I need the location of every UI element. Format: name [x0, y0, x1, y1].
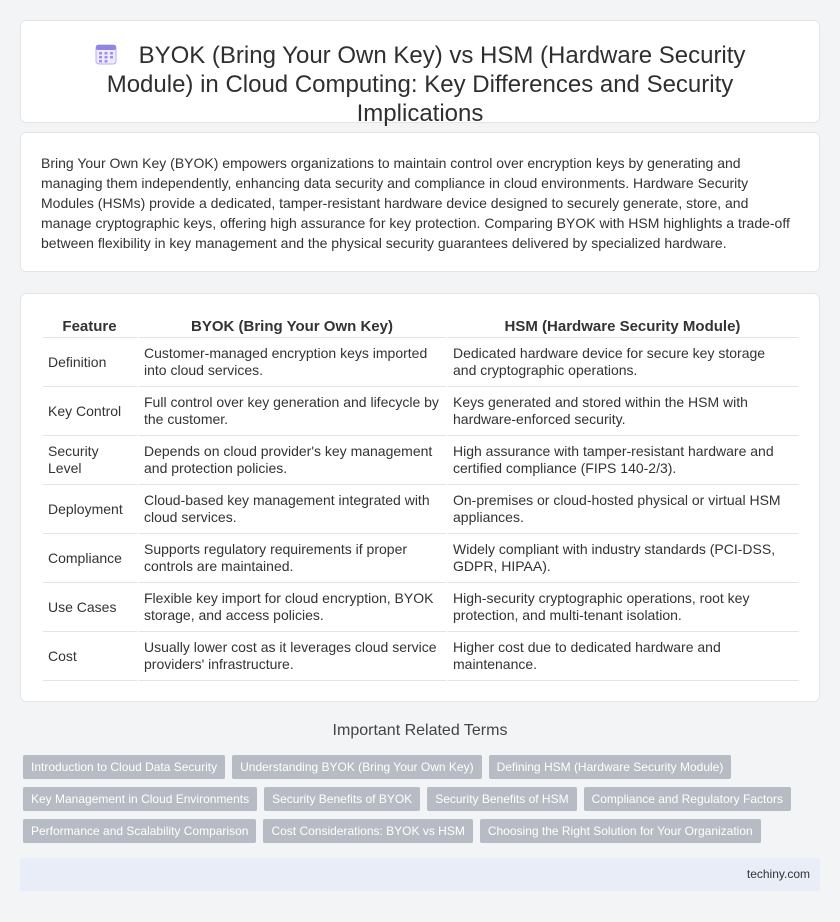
table-row [43, 583, 800, 632]
feature-cell: Use Cases [43, 583, 139, 632]
footer-site[interactable]: techiny.com [746, 867, 810, 881]
byok-cell: Full control over key generation and lifecycle by the customer. [139, 387, 448, 436]
header-hsm: HSM (Hardware Security Module) [448, 312, 800, 338]
header-feature: Feature [43, 312, 139, 338]
feature-cell: Key Control [43, 387, 139, 436]
tag-link[interactable]: Introduction to Cloud Data Security [23, 755, 225, 779]
page-title-text: BYOK (Bring Your Own Key) vs HSM (Hardware Security Module) in Cloud Computing: Key Differences and Security Implications [106, 42, 746, 127]
hsm-cell: Dedicated hardware device for secure key storage and cryptographic operations. [448, 338, 800, 387]
comparison-table [43, 312, 800, 681]
byok-cell: Cloud-based key management integrated with cloud services. [139, 485, 448, 534]
comparison-card [20, 293, 820, 702]
table-row [43, 632, 800, 681]
feature-cell: Security Level [43, 436, 139, 485]
tag-row [23, 755, 823, 779]
feature-cell: Compliance [43, 534, 139, 583]
header-byok: BYOK (Bring Your Own Key) [139, 312, 448, 338]
feature-cell: Cost [43, 632, 139, 681]
tag-link[interactable]: Understanding BYOK (Bring Your Own Key) [232, 755, 481, 779]
intro-paragraph: Bring Your Own Key (BYOK) empowers organizations to maintain control over encryption keys by generating and managing them independently, enhancing data security and compliance in cloud environments. Hardware Security Modules (HSMs) provide a dedicated, tamper-resistant hardware device designed to securely generate, store, and manage cryptographic keys, offering high assurance for key protection. Comparing BYOK with HSM highlights a trade-off between flexibility in key management and the physical security guarantees delivered by specialized hardware. [41, 155, 790, 251]
footer [20, 858, 820, 891]
hsm-cell: On-premises or cloud-hosted physical or virtual HSM appliances. [448, 485, 800, 534]
table-header-row [43, 312, 800, 338]
byok-cell: Flexible key import for cloud encryption, BYOK storage, and access policies. [139, 583, 448, 632]
table-row [43, 387, 800, 436]
page-title [61, 41, 779, 128]
table-row [43, 436, 800, 485]
byok-cell: Supports regulatory requirements if proper controls are maintained. [139, 534, 448, 583]
tag-link[interactable]: Defining HSM (Hardware Security Module) [489, 755, 732, 779]
tag-link[interactable]: Choosing the Right Solution for Your Organization [480, 819, 761, 843]
tag-link[interactable]: Key Management in Cloud Environments [23, 787, 257, 811]
table-row [43, 338, 800, 387]
hsm-cell: High-security cryptographic operations, root key protection, and multi-tenant isolation. [448, 583, 800, 632]
byok-cell: Customer-managed encryption keys imported into cloud services. [139, 338, 448, 387]
calendar-grid-icon [95, 43, 117, 65]
hsm-cell: High assurance with tamper-resistant hardware and certified compliance (FIPS 140-2/3). [448, 436, 800, 485]
tag-link[interactable]: Compliance and Regulatory Factors [584, 787, 791, 811]
tag-link[interactable]: Performance and Scalability Comparison [23, 819, 256, 843]
feature-cell: Definition [43, 338, 139, 387]
intro-card [20, 132, 820, 272]
tag-row [23, 819, 823, 843]
tag-link[interactable]: Security Benefits of BYOK [264, 787, 420, 811]
tag-link[interactable]: Security Benefits of HSM [427, 787, 576, 811]
title-card [20, 20, 820, 127]
related-terms-title: Important Related Terms [332, 722, 508, 739]
table-row [43, 485, 800, 534]
feature-cell: Deployment [43, 485, 139, 534]
byok-cell: Usually lower cost as it leverages cloud service providers' infrastructure. [139, 632, 448, 681]
tag-row [23, 787, 823, 811]
byok-cell: Depends on cloud provider's key management and protection policies. [139, 436, 448, 485]
hsm-cell: Higher cost due to dedicated hardware and maintenance. [448, 632, 800, 681]
hsm-cell: Keys generated and stored within the HSM with hardware-enforced security. [448, 387, 800, 436]
hsm-cell: Widely compliant with industry standards (PCI-DSS, GDPR, HIPAA). [448, 534, 800, 583]
table-row [43, 534, 800, 583]
related-terms [23, 755, 823, 851]
tag-link[interactable]: Cost Considerations: BYOK vs HSM [263, 819, 472, 843]
